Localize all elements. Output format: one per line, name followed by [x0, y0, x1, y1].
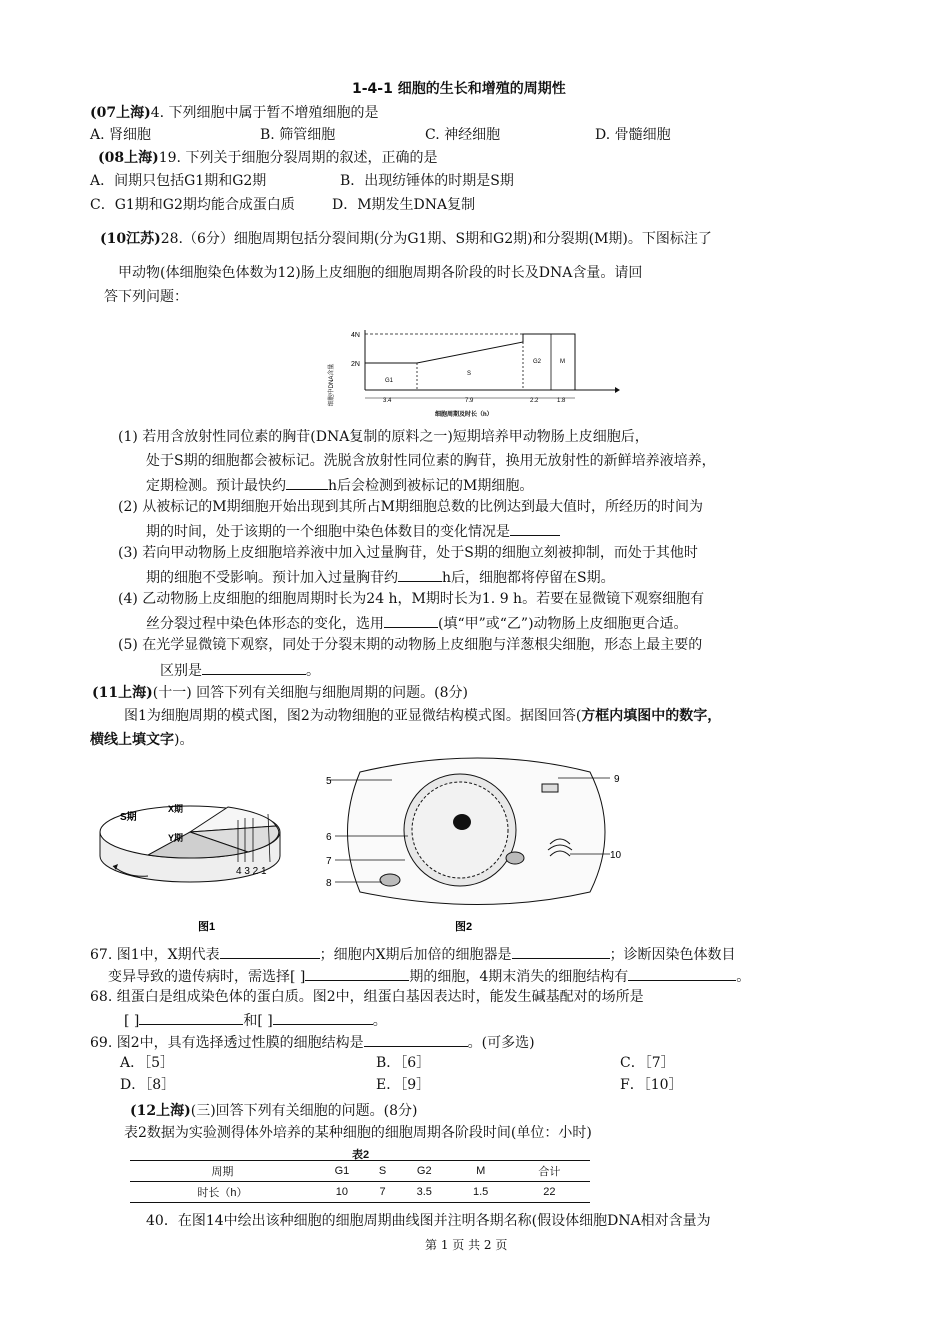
q10-tag: (10江苏)	[100, 231, 161, 247]
q10-p4a: (4) 乙动物肠上皮细胞的细胞周期时长为24 h，M期时长为1. 9 h。若要在显微镜下观察细胞有	[118, 591, 705, 607]
q12-stem: (三)回答下列有关细胞的问题。(8分)	[190, 1103, 418, 1119]
q68-line2	[124, 1010, 387, 1030]
phase-g2: G2	[533, 359, 542, 365]
fig2-caption: 图2	[455, 921, 473, 933]
fig1-nums: 4 3 2 1	[236, 866, 267, 877]
table2-cell: 时长（h）	[197, 1187, 248, 1199]
fig1-s-label: S期	[120, 812, 137, 823]
q10-p1c-post: h后会检测到被标记的M期细胞。	[328, 478, 534, 494]
figure2-animal-cell	[320, 752, 640, 934]
answer-blank[interactable]	[273, 1010, 373, 1025]
fig2-label-10: 10	[610, 850, 622, 861]
table2-row	[130, 1182, 590, 1203]
q07-opt-c: C. 神经细胞	[425, 127, 501, 143]
fig2-label-9: 9	[614, 774, 620, 785]
q10-p3b-pre: 期的细胞不受影响。预计加入过量胸苷约	[146, 570, 398, 586]
q10-p3b	[146, 567, 615, 587]
q69-opt-b: B．［6］	[376, 1055, 431, 1071]
ytick-4n: 4N	[351, 332, 360, 339]
q07-line	[90, 104, 379, 122]
q10-p1c	[146, 475, 533, 495]
q07-opt-b: B. 筛管细胞	[260, 127, 336, 143]
dna-ylabel: 细胞中DNA含量	[329, 363, 335, 407]
table2-header-cell: M	[476, 1165, 486, 1177]
dur-s: 7.9	[465, 398, 474, 404]
phase-g1: G1	[385, 378, 394, 384]
answer-blank[interactable]	[202, 660, 306, 675]
table2-header-cell: G2	[416, 1165, 432, 1177]
q10-p4b-pre: 丝分裂过程中染色体形态的变化，选用	[146, 616, 384, 632]
q11-intro-bold1: 方框内填图中的数字，	[581, 708, 722, 724]
q07-opt-a: A. 肾细胞	[90, 127, 152, 143]
q08-tag: (08上海)	[98, 150, 159, 166]
q10-p2b	[146, 521, 560, 541]
dur-m: 1.8	[557, 398, 566, 404]
q10-stem1: 28.（6分）细胞周期包括分裂间期(分为G1期、S期和G2期)和分裂期(M期)。下图标注了	[160, 231, 712, 247]
q69-1: 69. 图2中，具有选择透过性膜的细胞结构是	[90, 1035, 364, 1051]
figure1-cell-cycle	[88, 786, 298, 936]
q10-p5b	[160, 660, 320, 680]
q11-line	[92, 684, 468, 702]
q68b-2: 和[ ]	[243, 1013, 273, 1029]
answer-blank[interactable]	[286, 475, 328, 490]
q67b-3: 。	[736, 969, 751, 985]
table2-header-row	[130, 1161, 590, 1182]
q12-tag: (12上海)	[130, 1103, 191, 1119]
q08-opt-c: C．G1期和G2期均能合成蛋白质	[90, 197, 295, 213]
table2-cell: 7	[379, 1186, 386, 1198]
q69-opt-f: F．［10］	[620, 1077, 683, 1093]
q12-intro: 表2数据为实验测得体外培养的某种细胞的细胞周期各阶段时间(单位：小时)	[124, 1125, 592, 1141]
q10-p1b: 处于S期的细胞都会被标记。洗脱含放射性同位素的胸苷，换用无放射性的新鲜培养液培养，	[146, 453, 716, 469]
table2	[130, 1160, 590, 1203]
table2-header-cell: 周期	[211, 1166, 234, 1178]
q08-opt-b: B．出现纺锤体的时期是S期	[340, 173, 514, 189]
q68b-1: [ ]	[124, 1013, 140, 1029]
q07-tag: (07上海)	[90, 105, 151, 121]
q08-stem: 19. 下列关于细胞分裂周期的叙述，正确的是	[158, 150, 438, 166]
q11-intro2: )。	[174, 732, 194, 748]
q68b-3: 。	[372, 1013, 387, 1029]
q69-opt-e: E．［9］	[376, 1077, 431, 1093]
dna-content-figure	[325, 325, 620, 420]
q10-stem3: 答下列问题：	[104, 289, 188, 305]
answer-blank[interactable]	[628, 966, 736, 981]
table2-header-cell: 合计	[538, 1166, 561, 1178]
answer-blank[interactable]	[139, 1010, 243, 1025]
q10-line1	[100, 230, 712, 248]
phase-m: M	[560, 359, 565, 365]
table2-header-cell: S	[378, 1165, 387, 1177]
table2-cell: 10	[335, 1186, 349, 1198]
fig2-label-7: 7	[326, 856, 332, 867]
answer-blank[interactable]	[398, 567, 442, 582]
fig1-y-label: Y期	[168, 833, 184, 843]
q08-opt-d: D．M期发生DNA复制	[332, 197, 476, 213]
fig1-x-label: X期	[168, 804, 184, 814]
answer-blank[interactable]	[305, 966, 409, 981]
q10-p5b-pre: 区别是	[160, 663, 202, 679]
q11-intro-bold2: 横线上填文字	[90, 732, 174, 748]
q10-p1a: (1) 若用含放射性同位素的胸苷(DNA复制的原料之一)短期培养甲动物肠上皮细胞后，	[118, 429, 649, 445]
q67-line2	[108, 966, 750, 986]
q10-p3a: (3) 若向甲动物肠上皮细胞培养液中加入过量胸苷，处于S期的细胞立刻被抑制，而处于其他时	[118, 545, 698, 561]
q11-intro1: 图1为细胞周期的模式图，图2为动物细胞的亚显微结构模式图。据图回答(	[124, 708, 582, 724]
q11-intro-line2	[90, 731, 193, 749]
answer-blank[interactable]	[364, 1032, 468, 1047]
q10-p4b-post: (填“甲”或“乙”)动物肠上皮细胞更合适。	[438, 616, 688, 632]
dna-xlabel: 细胞周期及时长（h）	[435, 412, 493, 418]
answer-blank[interactable]	[220, 944, 320, 959]
q67a-2: ；细胞内X期后加倍的细胞器是	[319, 947, 512, 963]
table2-cell: 1.5	[473, 1186, 489, 1198]
q10-p1c-pre: 定期检测。预计最快约	[146, 478, 286, 494]
answer-blank[interactable]	[512, 944, 610, 959]
q10-p4b	[146, 613, 688, 633]
q67a-1: 67. 图1中，X期代表	[90, 947, 220, 963]
q10-p5a: (5) 在光学显微镜下观察，同处于分裂末期的动物肠上皮细胞与洋葱根尖细胞，形态上最主要的	[118, 637, 703, 653]
table2-cell: 22	[543, 1186, 556, 1198]
page-title: 1-4-1 细胞的生长和增殖的周期性	[352, 81, 566, 97]
fig2-label-6: 6	[326, 832, 332, 843]
ytick-2n: 2N	[351, 361, 360, 368]
fig2-label-5: 5	[326, 776, 332, 787]
dur-g2: 2.2	[530, 398, 539, 404]
q40-text: 40．在图14中绘出该种细胞的细胞周期曲线图并注明各期名称(假设体细胞DNA相对含量为	[146, 1213, 711, 1229]
q07-opt-d: D. 骨髓细胞	[595, 127, 671, 143]
q68-line1: 68. 组蛋白是组成染色体的蛋白质。图2中，组蛋白基因表达时，能发生碱基配对的场所是	[90, 989, 644, 1005]
answer-blank[interactable]	[510, 521, 560, 536]
fig1-caption: 图1	[198, 921, 216, 933]
answer-blank[interactable]	[384, 613, 438, 628]
q07-stem: 4. 下列细胞中属于暂不增殖细胞的是	[150, 105, 379, 121]
q67-line1	[90, 944, 736, 964]
q67b-1: 变异导致的遗传病时，需选择[ ]	[108, 969, 306, 985]
fig2-label-8: 8	[326, 878, 332, 889]
q10-p3b-post: h后，细胞都将停留在S期。	[442, 570, 615, 586]
q10-p2b-text: 期的时间，处于该期的一个细胞中染色体数目的变化情况是	[146, 524, 510, 540]
table2-cell: 3.5	[416, 1186, 432, 1198]
q12-line	[130, 1102, 418, 1120]
dur-g1: 3.4	[383, 398, 392, 404]
q69-opt-d: D．［8］	[120, 1077, 176, 1093]
q11-stem: (十一) 回答下列有关细胞与细胞周期的问题。(8分)	[152, 685, 468, 701]
phase-s: S	[467, 371, 472, 377]
q67a-3: ；诊断因染色体数目	[609, 947, 736, 963]
q10-stem2: 甲动物(体细胞染色体数为12)肠上皮细胞的细胞周期各阶段的时长及DNA含量。请回	[118, 265, 643, 281]
q10-p5b-post: 。	[306, 663, 320, 679]
q69-line	[90, 1032, 535, 1052]
q10-p2a: (2) 从被标记的M期细胞开始出现到其所占M期细胞总数的比例达到最大值时，所经历的时间为	[118, 499, 703, 515]
q08-opt-a: A．间期只包括G1期和G2期	[90, 173, 267, 189]
q69-opt-c: C．［7］	[620, 1055, 675, 1071]
q08-line	[98, 149, 437, 167]
q69-opt-a: A．［5］	[120, 1055, 175, 1071]
q67b-2: 期的细胞，4期末消失的细胞结构有	[409, 969, 629, 985]
page-footer: 第 1 页 共 2 页	[425, 1238, 508, 1252]
q11-intro-line1	[124, 707, 721, 725]
table2-title: 表2	[352, 1149, 370, 1161]
table2-header-cell: G1	[334, 1165, 350, 1177]
q69-2: 。(可多选)	[467, 1035, 535, 1051]
q11-tag: (11上海)	[92, 685, 153, 701]
